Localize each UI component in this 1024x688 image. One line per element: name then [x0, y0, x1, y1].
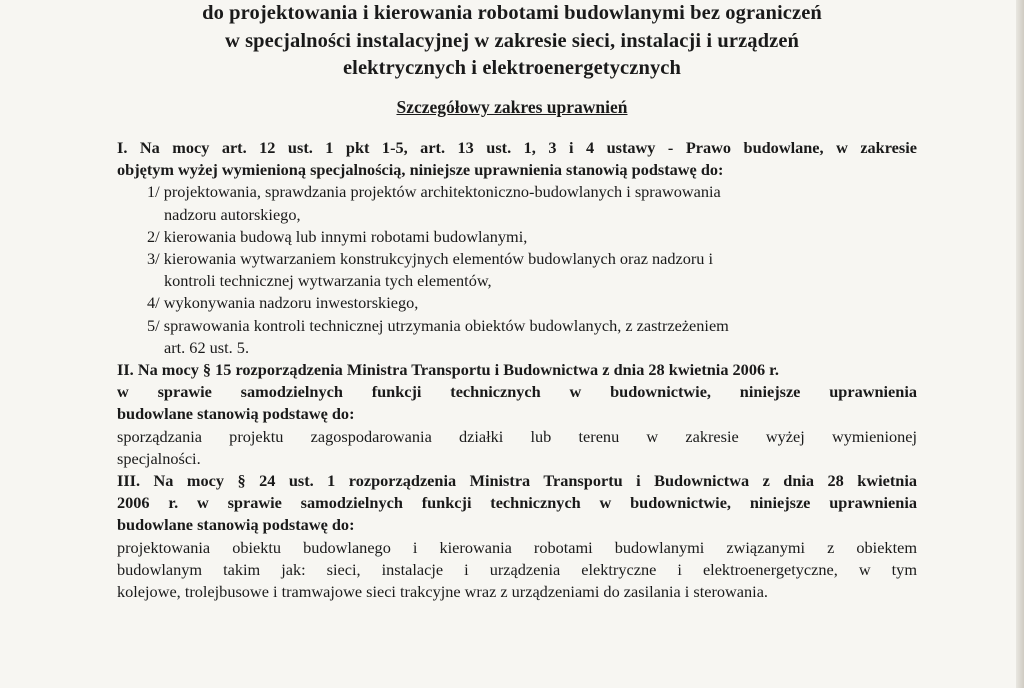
list-item-5-cont: art. 62 ust. 5.: [164, 338, 250, 357]
section-1-heading-line-2: objętym wyżej wymienioną specjalnością, niniejsze uprawnienia stanowią podstawę do:: [117, 160, 724, 179]
list-item-1-cont: nadzoru autorskiego,: [164, 205, 301, 224]
section-3-body-line-1: projektowania obiektu budowlanego i kierowania robotami budowlanymi związanymi z obiektem: [117, 538, 917, 557]
section-subtitle: Szczegółowy zakres uprawnień: [396, 97, 628, 117]
list-item-2: 2/ kierowania budową lub innymi robotami budowlanymi,: [147, 227, 528, 246]
section-2-body-line-1: sporządzania projektu zagospodarowania działki lub terenu w zakresie wyżej wymienionej: [117, 427, 917, 446]
document-title-line-3: elektrycznych i elektroenergetycznych: [342, 57, 682, 79]
document-title-line-1: do projektowania i kierowania robotami budowlanymi bez ograniczeń: [202, 2, 822, 24]
section-2-body-line-2: specjalności.: [117, 449, 201, 468]
list-item-5: 5/ sprawowania kontroli technicznej utrzymania obiektów budowlanych, z zastrzeżeniem: [147, 316, 729, 335]
section-2-heading-line-2: w sprawie samodzielnych funkcji technicznych w budownictwie, niniejsze uprawnienia: [117, 382, 917, 401]
section-1-heading-line-1: I. Na mocy art. 12 ust. 1 pkt 1-5, art. 13 ust. 1, 3 i 4 ustawy - Prawo budowlane, w zakresie: [117, 138, 917, 157]
section-3-heading-line-2: 2006 r. w sprawie samodzielnych funkcji technicznych w budownictwie, niniejsze uprawnienia: [117, 493, 917, 512]
section-3-heading-line-1: III. Na mocy § 24 ust. 1 rozporządzenia Ministra Transportu i Budownictwa z dnia 28 kwietnia: [117, 471, 917, 490]
list-item-3-cont: kontroli technicznej wytwarzania tych elementów,: [164, 271, 492, 290]
section-2-heading-line-1: II. Na mocy § 15 rozporządzenia Ministra Transportu i Budownictwa z dnia 28 kwietnia 2006 r.: [117, 360, 779, 379]
document-title-line-2: w specjalności instalacyjnej w zakresie sieci, instalacji i urządzeń: [224, 30, 800, 52]
section-2-heading-line-3: budowlane stanowią podstawę do:: [117, 404, 355, 423]
list-item-4: 4/ wykonywania nadzoru inwestorskiego,: [147, 293, 419, 312]
list-item-3: 3/ kierowania wytwarzaniem konstrukcyjnych elementów budowlanych oraz nadzoru i: [147, 249, 714, 268]
section-3-body-line-3: kolejowe, trolejbusowe i tramwajowe sieci trakcyjne wraz z urządzeniami do zasilania i sterowania.: [117, 582, 768, 601]
list-item-1: 1/ projektowania, sprawdzania projektów architektoniczno-budowlanych i sprawowania: [147, 182, 721, 201]
section-3-body-line-2: budowlanym takim jak: sieci, instalacje i urządzenia elektryczne i elektroenergetyczne, w tym: [117, 560, 917, 579]
section-3-heading-line-3: budowlane stanowią podstawę do:: [117, 515, 355, 534]
